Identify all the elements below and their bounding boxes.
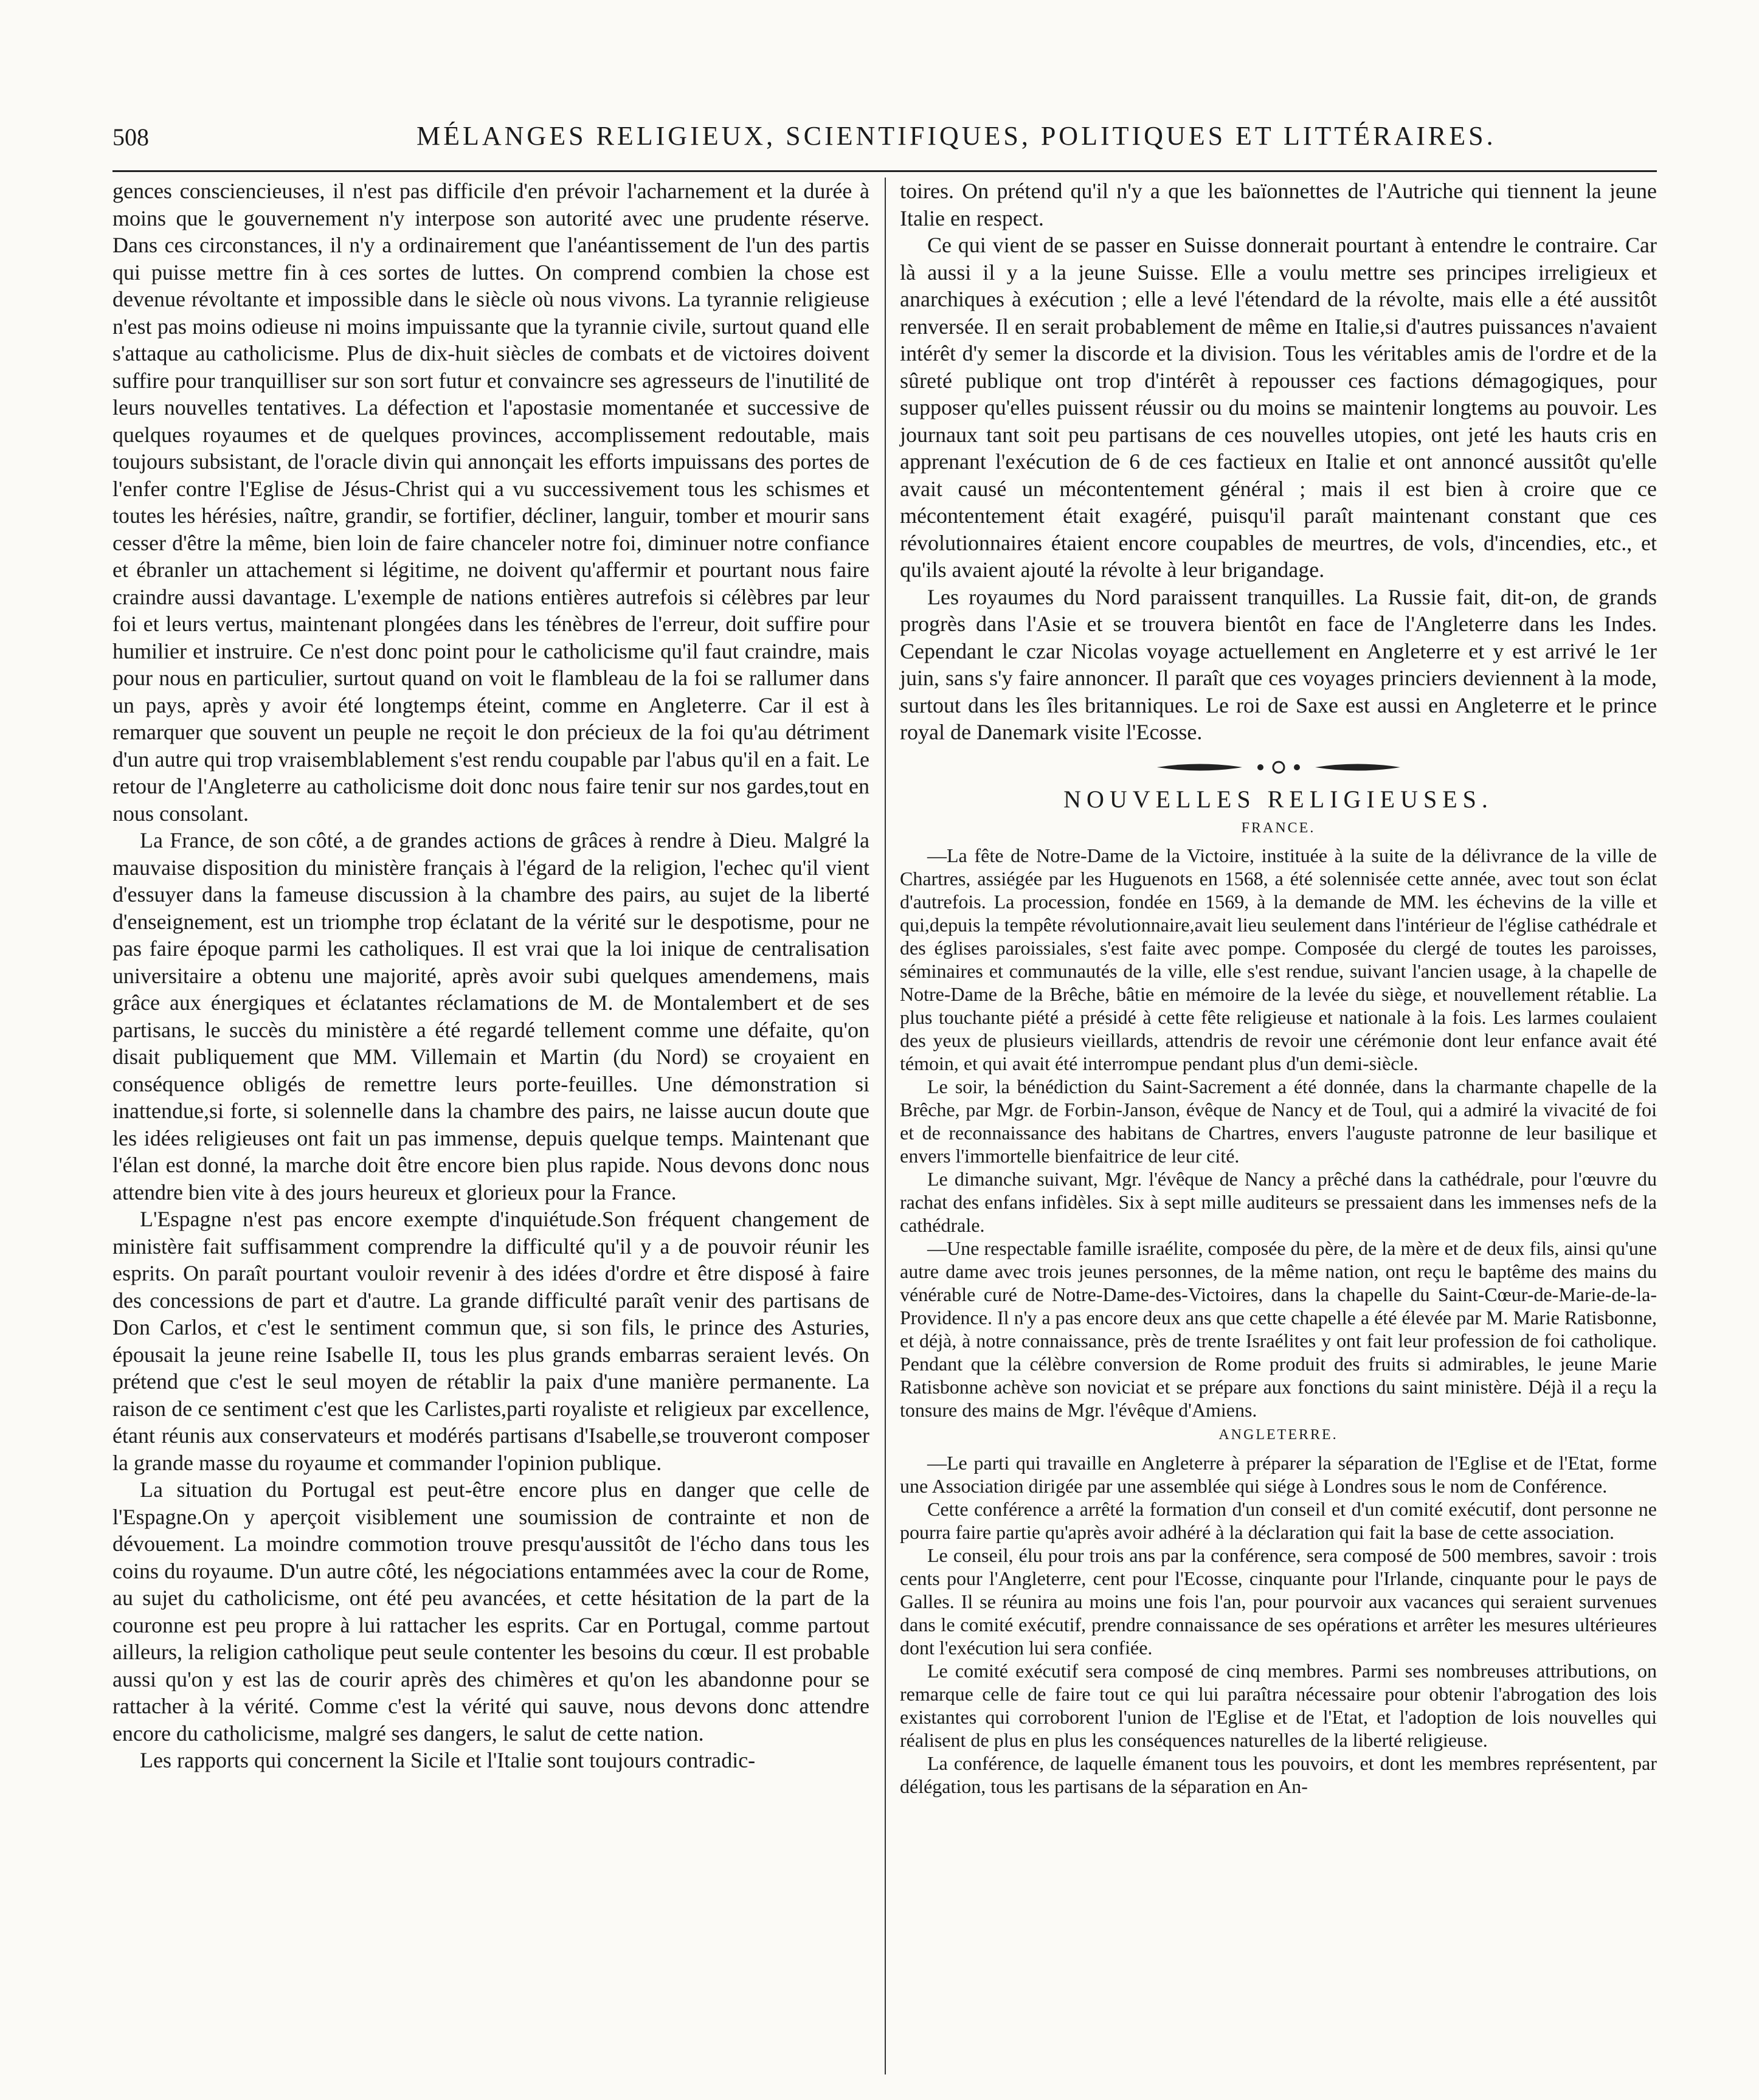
paragraph: Ce qui vient de se passer en Suisse donnerait pourtant à entendre le contraire. Car là aussi il y a la jeune Suisse. Elle a voulu mettre ses principes irreligieux et anarchiques à exécution ; elle a levé l'étendard de la révolte, mais elle a été aussitôt renversée. Il en serait probablement de même en Italie,si d'autres puissances n'avaient intérêt d'y semer la discorde et la division. Tous les véritables amis de l'ordre et de la sûreté publique ont trop d'intérêt à repousser ces factions démagogiques, pour supposer qu'elles puissent réussir ou du moins se maintenir longtems au pouvoir. Les journaux tant soit peu partisans de ces nouvelles utopies, ont jeté les hauts cris en apprenant l'exécution de 6 de ces factieux en Italie et ont annoncé aussitôt qu'elle avait causé un mécontentement général ; mais il est bien à croire que ce mécontentement était exagéré, puisqu'il paraît maintenant constant que ces révolutionnaires étaient encore coupables de meurtres, de vols, d'incendies, etc., et qu'ils avaient ajouté la révolte à leur brigandage.	[900, 233, 1657, 582]
paragraph: Le soir, la bénédiction du Saint-Sacrement a été donnée, dans la charmante chapelle de la Brêche, par Mgr. de Forbin-Janson, évêque de Nancy et de Toul, qui a admiré la vivacité de foi et de reconnaissance des habitans de Chartres, envers l'auguste patronne de leur basilique et envers l'immortelle bienfaitrice de leur cité.	[900, 1076, 1657, 1167]
paragraph: Le comité exécutif sera composé de cinq membres. Parmi ses nombreuses attributions, on remarque celle de faire tout ce qui lui paraîtra nécessaire pour obtenir l'abrogation des lois existantes qui corroborent l'union de l'Eglise et de l'Etat, et l'adoption de lois nouvelles qui réalisent de plus en plus les conséquences naturelles de la liberté religieuse.	[900, 1659, 1657, 1751]
ornament-icon	[1151, 759, 1406, 775]
left-column	[112, 178, 869, 1774]
paragraph: La France, de son côté, a de grandes actions de grâces à rendre à Dieu. Malgré la mauvaise disposition du ministère français à l'égard de la religion, l'echec qu'il vient d'essuyer dans la fameuse discussion à la chambre des pairs, au sujet de la liberté d'enseignement, est un triomphe trop éclatant de la vérité sur le despotisme, pour ne pas faire époque parmi les catholiques. Il est vrai que la loi inique de centralisation universitaire a obtenu une majorité, après avoir subi quelques amendemens, mais grâce aux énergiques et éclatantes réclamations de M. de Montalembert et de ses partisans, le succès du ministère a été regardé tellement comme une défaite, qu'on disait publiquement que MM. Villemain et Martin (du Nord) se croyaient en conséquence obligés de remettre leurs porte-feuilles. Une démonstration si inattendue,si forte, si solennelle dans la chambre des pairs, ne laisse aucun doute que les idées religieuses ont fait un pas immense, depuis quelque temps. Maintenant que l'élan est donné, la marche doit être encore bien plus rapide. Nous devons donc nous attendre bien vite à des jours heureux et glorieux pour la France.	[112, 828, 869, 1204]
news-angleterre	[900, 1451, 1657, 1798]
section-heading: NOUVELLES RELIGIEUSES.	[1063, 786, 1493, 813]
subsection-heading-angleterre: ANGLETERRE.	[1218, 1427, 1338, 1443]
subsection-heading-france: FRANCE.	[1241, 820, 1316, 836]
paragraph: toires. On prétend qu'il n'y a que les baïonnettes de l'Autriche qui tiennent la jeune Italie en respect.	[900, 179, 1657, 230]
paragraph: —La fête de Notre-Dame de la Victoire, instituée à la suite de la délivrance de la ville de Chartres, assiégée par les Huguenots en 1568, a été solennisée cette année, avec tout son éclat d'autrefois. La procession, fondée en 1569, à la demande de MM. les échevins de la ville et qui,depuis la tempête révolutionnaire,avait lieu seulement dans l'intérieur de l'église cathédrale et des églises paroissiales, s'est faite avec pompe. Composée du clergé de toutes les paroisses, séminaires et communautés de la ville, elle s'est rendue, suivant l'ancien usage, à la chapelle de Notre-Dame de la Brêche, bâtie en mémoire de la levée du siège, et nouvellement rétablie. La plus touchante piété a présidé à cette fête religieuse et nationale à la fois. Les larmes coulaient des yeux de plusieurs vieillards, attendris de revoir une cérémonie dont leur enfance avait été témoin, et qui avait été interrompue pendant plus d'un demi-siècle.	[900, 844, 1657, 1074]
paragraph: Les rapports qui concernent la Sicile et l'Italie sont toujours contradic-	[140, 1748, 756, 1772]
paragraph: Le dimanche suivant, Mgr. l'évêque de Nancy a prêché dans la cathédrale, pour l'œuvre du rachat des enfans infidèles. Six à sept mille auditeurs se pressaient dans les immenses nefs de la cathédrale.	[900, 1168, 1657, 1236]
paragraph: Les royaumes du Nord paraissent tranquilles. La Russie fait, dit-on, de grands progrès dans l'Asie et se trouvera bientôt en face de l'Angleterre dans les Indes. Cependant le czar Nicolas voyage actuellement en Angleterre et y est arrivé le 1er juin, sans s'y faire annoncer. Il paraît que ces voyages princiers deviennent à la mode, surtout dans les îles britanniques. Le roi de Saxe est aussi en Angleterre et le prince royal de Danemark visite l'Ecosse.	[900, 584, 1657, 744]
paragraph: Le conseil, élu pour trois ans par la conférence, sera composé de 500 membres, savoir : trois cents pour l'Angleterre, cent pour l'Ecosse, cinquante pour l'Irlande, cinquante pour le pays de Galles. Il se réunira au moins une fois l'an, pour pourvoir aux vacances qui seraient survenues dans le comité exécutif, prendre connaissance de ses opérations et arrêter les mesures ultérieures dont l'exécution lui sera confiée.	[900, 1544, 1657, 1659]
news-france	[900, 844, 1657, 1421]
running-title: MÉLANGES RELIGIEUX, SCIENTIFIQUES, POLITIQUES ET LITTÉRAIRES.	[416, 121, 1496, 151]
paragraph: L'Espagne n'est pas encore exempte d'inquiétude.Son fréquent changement de ministère fait suffisamment comprendre la difficulté qu'il y a de pouvoir réunir les esprits. On paraît pourtant vouloir revenir à des idées d'ordre et être disposé à faire des concessions de part et d'autre. La grande difficulté paraît venir des partisans de Don Carlos, et c'est le sentiment commun que, si son fils, le prince des Asturies, épousait la jeune reine Isabelle II, tous les plus grands embarras seraient levés. On prétend que c'est le seul moyen de rétablir la paix d'une manière permanente. La raison de ce sentiment c'est que les Carlistes,parti royaliste et religieux par excellence, étant réunis aux conservateurs et modérés partisans d'Isabelle,se trouveront composer la grande masse du royaume et commander l'opinion publique.	[112, 1207, 869, 1475]
column-divider	[885, 178, 886, 2074]
page-header	[112, 116, 1657, 172]
right-column	[900, 178, 1657, 1798]
paragraph: —Le parti qui travaille en Angleterre à préparer la séparation de l'Eglise et de l'Etat, forme une Association dirigée par une assemblée qui siége à Londres sous le nom de Conférence.	[900, 1451, 1657, 1497]
newspaper-page	[112, 116, 1657, 2079]
paragraph: La conférence, de laquelle émanent tous les pouvoirs, et dont les membres représentent, par délégation, tous les partisans de la séparation en An-	[900, 1752, 1657, 1797]
paragraph: —Une respectable famille israélite, composée du père, de la mère et de deux fils, ainsi qu'une autre dame avec trois jeunes personnes, de la même nation, ont reçu le baptême des mains du vénérable curé de Notre-Dame-des-Victoires, dans la chapelle du Saint-Cœur-de-Marie-de-la-Providence. Il n'y a pas encore deux ans que cette chapelle a été élevée par M. Marie Ratisbonne, et déjà, à notre connaissance, près de trente Israélites y ont fait leur profession de foi catholique. Pendant que la célèbre conversion de Rome produit des fruits si admirables, le jeune Marie Ratisbonne achève son noviciat et se prépare aux fonctions du saint ministère. Déjà il a reçu la tonsure des mains de Mgr. l'évêque d'Amiens.	[900, 1237, 1657, 1421]
paragraph: La situation du Portugal est peut-être encore plus en danger que celle de l'Espagne.On y aperçoit visiblement une soumission de contrainte et non de dévouement. La moindre commotion trouve presqu'aussitôt de l'écho dans tous les coins du royaume. D'un autre côté, les négociations entammées avec la cour de Rome, au sujet du catholicisme, ont été peu avancées, et cette hésitation de la part de la couronne est peu propre à lui rattacher les esprits. Car en Portugal, comme partout ailleurs, la religion catholique peut seule contenter les besoins du cœur. Il est probable aussi qu'on y est las de courir après des chimères et qu'on les abandonne pour se rattacher à la vérité. Comme c'est la vérité qui sauve, nous devons donc attendre encore du catholicisme, malgré ses dangers, le salut de cette nation.	[112, 1477, 869, 1746]
ornament-divider	[900, 756, 1657, 783]
page-number: 508	[112, 123, 149, 151]
paragraph: Cette conférence a arrêté la formation d'un conseil et d'un comité exécutif, dont personne ne pourra faire partie qu'après avoir adhéré à la déclaration qui fait la base de cette association.	[900, 1497, 1657, 1543]
paragraph: gences consciencieuses, il n'est pas difficile d'en prévoir l'acharnement et la durée à moins que le gouvernement n'y interpose son autorité avec une prudente réserve. Dans ces circonstances, il n'y a ordinairement que l'anéantissement de l'un des partis qui puisse mettre fin à ces sortes de luttes. On comprend combien la chose est devenue révoltante et impossible dans le siècle où nous vivons. La tyrannie religieuse n'est pas moins odieuse ni moins impuissante que la tyrannie civile, surtout quand elle s'attaque au catholicisme. Plus de dix-huit siècles de combats et de victoires doivent suffire pour tranquilliser sur son sort futur et convaincre ses agresseurs de l'inutilité de leurs nouvelles tentatives. La défection et l'apostasie momentanée et successive de quelques royaumes et de quelques provinces, accomplissement redoutable, mais toujours subsistant, de l'oracle divin qui annonçait les efforts impuissans des portes de l'enfer contre l'Eglise de Jésus-Christ qui a vu successivement tous les schismes et toutes les hérésies, naître, grandir, se fortifier, décliner, languir, tomber et mourir sans cesser d'être la même, bien loin de faire chanceler notre foi, diminuer notre confiance et ébranler un attachement si légitime, ne doivent qu'affermir et pourtant nous faire craindre aussi davantage. L'exemple de nations entières autrefois si célèbres par leur foi et leurs vertus, maintenant plongées dans les ténèbres de l'erreur, doit suffire pour humilier et instruire. Ce n'est donc point pour le catholicisme qu'il faut craindre, mais pour nous en particulier, surtout quand on voit le flambleau de la foi se rallumer dans un pays, après y avoir été longtemps éteint, comme en Angleterre. Car il est à remarquer que souvent un peuple ne reçoit le don précieux de la foi qu'au détriment d'un autre qui trop vraisemblablement s'est rendu coupable par l'abus qu'il en a fait. Le retour de l'Angleterre au catholicisme doit donc nous faire tenir sur nos gardes,tout en nous consolant.	[112, 179, 869, 826]
